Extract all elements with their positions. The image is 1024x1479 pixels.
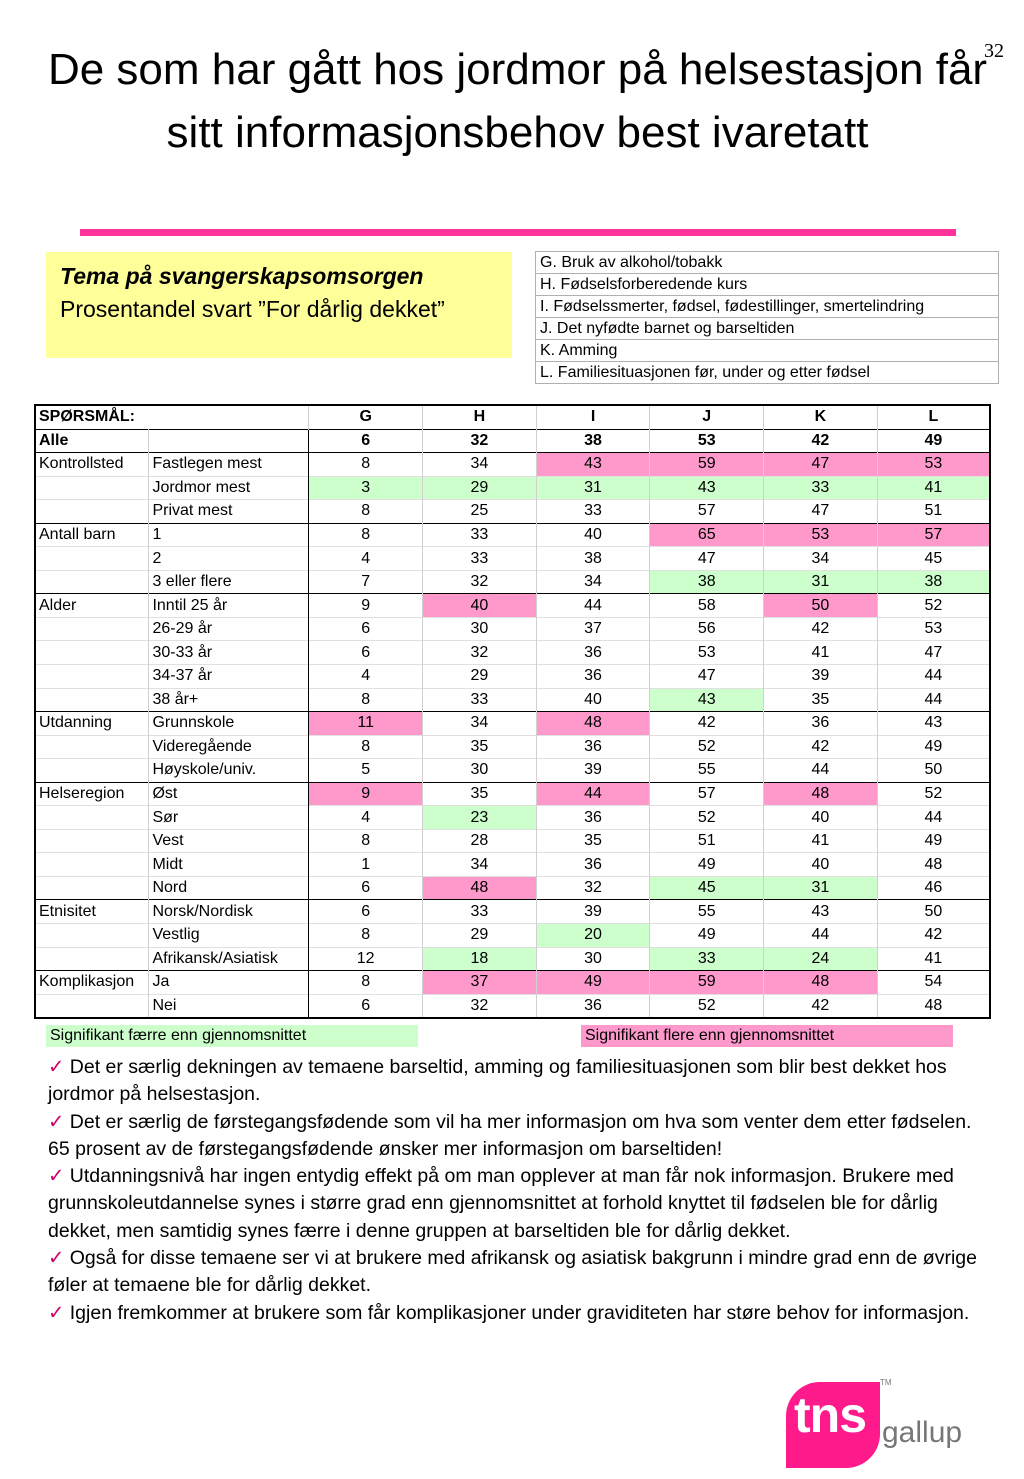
table-row [35, 900, 990, 924]
checkmark-icon: ✓ [48, 1056, 65, 1078]
table-cell: 30 [536, 947, 650, 971]
table-cell: 59 [650, 453, 764, 477]
table-cell: 6 [309, 900, 423, 924]
table-row [35, 735, 990, 759]
table-cell: 51 [650, 829, 764, 853]
table-cell: 49 [877, 735, 990, 759]
page-title: De som har gått hos jordmor på helsestasjon får sitt informasjonsbehov best ivaretatt [47, 45, 988, 157]
table-row [35, 641, 990, 665]
table-cell: 11 [309, 712, 423, 736]
row-group-label: Etnisitet [35, 900, 149, 924]
table-cell: 20 [536, 924, 650, 948]
row-sub-label: Afrikansk/Asiatisk [149, 947, 309, 971]
table-cell: 36 [536, 641, 650, 665]
table-cell: 43 [650, 476, 764, 500]
legend-significantly-more: Signifikant flere enn gjennomsnittet [581, 1025, 953, 1047]
row-group-label: Helseregion [35, 782, 149, 806]
table-row [35, 853, 990, 877]
logo-sub: gallup [882, 1416, 963, 1449]
table-cell: 36 [536, 735, 650, 759]
table-cell: 44 [877, 806, 990, 830]
row-group-label [35, 947, 149, 971]
table-row [35, 476, 990, 500]
row-sub-label: Øst [149, 782, 309, 806]
logo-trademark: TM [880, 1378, 892, 1387]
row-group-label: Alder [35, 594, 149, 618]
table-row [35, 665, 990, 689]
row-sub-label: Sør [149, 806, 309, 830]
table-cell: 54 [877, 971, 990, 995]
table-cell: 32 [423, 429, 537, 453]
table-row [35, 971, 990, 995]
row-group-label [35, 688, 149, 712]
finding-item [48, 1300, 993, 1327]
table-cell: 3 [309, 476, 423, 500]
theme-box [46, 252, 512, 358]
table-cell: 55 [650, 900, 764, 924]
col-header-g: G [309, 405, 423, 429]
table-row [35, 688, 990, 712]
table-row [35, 806, 990, 830]
table-cell: 48 [764, 971, 878, 995]
table-cell: 43 [764, 900, 878, 924]
table-cell: 42 [764, 735, 878, 759]
table-cell: 47 [650, 547, 764, 571]
legend-significantly-fewer: Signifikant færre enn gjennomsnittet [46, 1025, 418, 1047]
row-sub-label: 38 år+ [149, 688, 309, 712]
row-group-label [35, 853, 149, 877]
table-cell: 43 [536, 453, 650, 477]
table-cell: 6 [309, 641, 423, 665]
row-sub-label: Jordmor mest [149, 476, 309, 500]
finding-text: Det er særlig de førstegangsfødende som vil ha mer informasjon om hva som venter dem etter fødselen. 65 prosent av de førstegangsfødende ønsker mer informasjon om barseltiden! [48, 1110, 972, 1160]
row-sub-label: 2 [149, 547, 309, 571]
table-cell: 44 [764, 759, 878, 783]
table-cell: 4 [309, 806, 423, 830]
table-cell: 34 [764, 547, 878, 571]
row-group-label [35, 617, 149, 641]
table-cell: 36 [536, 853, 650, 877]
table-cell: 40 [536, 688, 650, 712]
table-cell: 40 [423, 594, 537, 618]
table-cell: 49 [650, 853, 764, 877]
table-cell: 57 [650, 500, 764, 524]
table-row [35, 924, 990, 948]
table-cell: 55 [650, 759, 764, 783]
table-cell: 31 [764, 876, 878, 900]
table-row [35, 947, 990, 971]
row-sub-label: Nei [149, 994, 309, 1018]
table-cell: 36 [764, 712, 878, 736]
row-sub-label: Vest [149, 829, 309, 853]
finding-text: Utdanningsnivå har ingen entydig effekt på om man opplever at man får nok informasjon. Brukere med grunnskoleutdannelse synes i større grad enn gjennomsnittet at forhold knyttet til fødselen ble for dårlig dekket, men samtidig synes færre i denne gruppen at barseltiden ble for dårlig dekket. [48, 1165, 954, 1242]
table-cell: 24 [764, 947, 878, 971]
table-cell: 50 [877, 900, 990, 924]
title-divider [80, 229, 956, 236]
table-cell: 59 [650, 971, 764, 995]
table-row [35, 994, 990, 1018]
legend-item: J. Det nyfødte barnet og barseltiden [536, 318, 999, 340]
table-cell: 38 [650, 570, 764, 594]
legend-item: H. Fødselsforberedende kurs [536, 274, 999, 296]
table-cell: 35 [764, 688, 878, 712]
row-sub-label: 26-29 år [149, 617, 309, 641]
row-group-label [35, 665, 149, 689]
table-cell: 47 [877, 641, 990, 665]
table-row [35, 594, 990, 618]
table-cell: 6 [309, 994, 423, 1018]
table-cell: 42 [764, 994, 878, 1018]
table-cell: 46 [877, 876, 990, 900]
table-cell: 35 [423, 735, 537, 759]
checkmark-icon: ✓ [48, 1165, 65, 1188]
table-cell: 36 [536, 994, 650, 1018]
table-cell: 48 [877, 994, 990, 1018]
table-cell: 40 [764, 806, 878, 830]
table-cell: 31 [536, 476, 650, 500]
legend-item: L. Familiesituasjonen før, under og etter fødsel [536, 362, 999, 384]
table-cell: 48 [877, 853, 990, 877]
table-cell: 31 [764, 570, 878, 594]
table-cell: 44 [877, 688, 990, 712]
table-cell: 41 [764, 641, 878, 665]
table-cell: 49 [877, 429, 990, 453]
row-sub-label: 1 [149, 523, 309, 547]
table-cell: 38 [536, 547, 650, 571]
table-cell: 30 [423, 759, 537, 783]
table-cell: 53 [877, 453, 990, 477]
row-group-label [35, 876, 149, 900]
question-legend [535, 251, 999, 384]
row-sub-label [149, 429, 309, 453]
table-cell: 53 [764, 523, 878, 547]
row-sub-label: Høyskole/univ. [149, 759, 309, 783]
table-cell: 8 [309, 924, 423, 948]
table-cell: 41 [877, 947, 990, 971]
table-cell: 23 [423, 806, 537, 830]
table-cell: 44 [764, 924, 878, 948]
checkmark-icon: ✓ [48, 1110, 65, 1133]
table-cell: 40 [764, 853, 878, 877]
row-sub-label: Norsk/Nordisk [149, 900, 309, 924]
theme-heading: Tema på svangerskapsomsorgen [60, 263, 424, 289]
table-cell: 42 [764, 429, 878, 453]
table-cell: 5 [309, 759, 423, 783]
table-cell: 8 [309, 500, 423, 524]
table-cell: 4 [309, 547, 423, 571]
table-cell: 41 [764, 829, 878, 853]
table-cell: 6 [309, 429, 423, 453]
row-sub-label: 30-33 år [149, 641, 309, 665]
table-cell: 39 [764, 665, 878, 689]
col-header-h: H [423, 405, 537, 429]
table-cell: 33 [423, 547, 537, 571]
table-row [35, 876, 990, 900]
finding-item [48, 1245, 993, 1300]
table-header-row [35, 405, 990, 429]
table-cell: 6 [309, 617, 423, 641]
table-cell: 37 [536, 617, 650, 641]
table-row [35, 712, 990, 736]
table-cell: 52 [650, 806, 764, 830]
results-table [34, 404, 991, 1019]
table-cell: 28 [423, 829, 537, 853]
row-sub-label: Fastlegen mest [149, 453, 309, 477]
table-row [35, 759, 990, 783]
table-cell: 48 [764, 782, 878, 806]
table-cell: 33 [650, 947, 764, 971]
table-cell: 45 [877, 547, 990, 571]
table-cell: 35 [536, 829, 650, 853]
table-cell: 48 [536, 712, 650, 736]
table-cell: 58 [650, 594, 764, 618]
table-cell: 12 [309, 947, 423, 971]
table-cell: 53 [877, 617, 990, 641]
table-cell: 29 [423, 665, 537, 689]
col-header-l: L [877, 405, 990, 429]
table-cell: 50 [764, 594, 878, 618]
row-group-label: Antall barn [35, 523, 149, 547]
table-cell: 33 [423, 900, 537, 924]
table-cell: 7 [309, 570, 423, 594]
finding-item [48, 1054, 993, 1109]
table-row [35, 523, 990, 547]
table-cell: 39 [536, 900, 650, 924]
table-cell: 52 [650, 994, 764, 1018]
table-cell: 8 [309, 735, 423, 759]
row-sub-label: Inntil 25 år [149, 594, 309, 618]
table-cell: 35 [423, 782, 537, 806]
legend-item: I. Fødselssmerter, fødsel, fødestillinger, smertelindring [536, 296, 999, 318]
table-cell: 34 [423, 853, 537, 877]
table-row [35, 547, 990, 571]
table-cell: 43 [650, 688, 764, 712]
logo-brand: tns [794, 1387, 866, 1443]
table-cell: 65 [650, 523, 764, 547]
table-cell: 36 [536, 665, 650, 689]
findings-list [48, 1054, 993, 1327]
table-cell: 41 [877, 476, 990, 500]
table-cell: 4 [309, 665, 423, 689]
table-cell: 44 [536, 594, 650, 618]
table-cell: 42 [877, 924, 990, 948]
finding-item [48, 1163, 993, 1245]
table-cell: 39 [536, 759, 650, 783]
table-cell: 33 [764, 476, 878, 500]
table-cell: 29 [423, 476, 537, 500]
table-cell: 52 [877, 782, 990, 806]
table-row [35, 500, 990, 524]
table-cell: 52 [650, 735, 764, 759]
row-group-label [35, 735, 149, 759]
table-cell: 50 [877, 759, 990, 783]
row-group-label: Alle [35, 429, 149, 453]
table-cell: 57 [877, 523, 990, 547]
header-label: SPØRSMÅL: [35, 405, 309, 429]
row-sub-label: Grunnskole [149, 712, 309, 736]
table-row [35, 453, 990, 477]
table-cell: 8 [309, 829, 423, 853]
row-group-label [35, 547, 149, 571]
table-cell: 43 [877, 712, 990, 736]
table-row [35, 829, 990, 853]
row-group-label [35, 570, 149, 594]
finding-item [48, 1109, 993, 1164]
table-cell: 30 [423, 617, 537, 641]
table-cell: 56 [650, 617, 764, 641]
table-cell: 42 [650, 712, 764, 736]
table-cell: 40 [536, 523, 650, 547]
row-group-label [35, 994, 149, 1018]
row-group-label [35, 759, 149, 783]
table-cell: 47 [650, 665, 764, 689]
table-cell: 44 [536, 782, 650, 806]
table-cell: 36 [536, 806, 650, 830]
table-cell: 32 [423, 994, 537, 1018]
table-cell: 32 [536, 876, 650, 900]
table-cell: 49 [650, 924, 764, 948]
table-cell: 48 [423, 876, 537, 900]
row-group-label: Komplikasjon [35, 971, 149, 995]
table-row [35, 782, 990, 806]
table-cell: 47 [764, 500, 878, 524]
table-row [35, 570, 990, 594]
finding-text: Også for disse temaene ser vi at brukere med afrikansk og asiatisk bakgrunn i mindre grad enn de øvrige føler at temaene ble for dårlig dekket. [48, 1247, 977, 1297]
tns-gallup-logo [786, 1378, 964, 1468]
table-cell: 25 [423, 500, 537, 524]
table-cell: 8 [309, 453, 423, 477]
table-cell: 29 [423, 924, 537, 948]
table-cell: 32 [423, 570, 537, 594]
table-cell: 52 [877, 594, 990, 618]
table-cell: 32 [423, 641, 537, 665]
legend-item: G. Bruk av alkohol/tobakk [536, 252, 999, 274]
row-group-label [35, 806, 149, 830]
table-cell: 47 [764, 453, 878, 477]
col-header-k: K [764, 405, 878, 429]
row-sub-label: Ja [149, 971, 309, 995]
table-cell: 18 [423, 947, 537, 971]
row-group-label [35, 641, 149, 665]
row-group-label [35, 500, 149, 524]
row-sub-label: 3 eller flere [149, 570, 309, 594]
col-header-j: J [650, 405, 764, 429]
row-sub-label: Midt [149, 853, 309, 877]
table-cell: 53 [650, 641, 764, 665]
row-sub-label: Nord [149, 876, 309, 900]
table-row-all [35, 429, 990, 453]
table-row [35, 617, 990, 641]
row-group-label [35, 829, 149, 853]
checkmark-icon: ✓ [48, 1247, 65, 1270]
table-cell: 6 [309, 876, 423, 900]
col-header-i: I [536, 405, 650, 429]
table-cell: 57 [650, 782, 764, 806]
checkmark-icon: ✓ [48, 1301, 65, 1324]
page-number: 32 [984, 40, 1004, 62]
table-cell: 49 [877, 829, 990, 853]
table-cell: 9 [309, 594, 423, 618]
table-cell: 33 [423, 688, 537, 712]
table-cell: 9 [309, 782, 423, 806]
table-cell: 51 [877, 500, 990, 524]
table-cell: 42 [764, 617, 878, 641]
row-group-label: Kontrollsted [35, 453, 149, 477]
row-sub-label: 34-37 år [149, 665, 309, 689]
table-cell: 8 [309, 971, 423, 995]
table-cell: 49 [536, 971, 650, 995]
finding-text: Igjen fremkommer at brukere som får komplikasjoner under graviditeten har støre behov for informasjon. [69, 1301, 970, 1324]
table-cell: 8 [309, 523, 423, 547]
table-cell: 34 [423, 453, 537, 477]
table-cell: 53 [650, 429, 764, 453]
legend-item: K. Amming [536, 340, 999, 362]
row-group-label [35, 476, 149, 500]
finding-text: Det er særlig dekningen av temaene barseltid, amming og familiesituasjonen som blir best dekket hos jordmor på helsestasjon. [48, 1056, 947, 1106]
row-group-label: Utdanning [35, 712, 149, 736]
table-cell: 34 [423, 712, 537, 736]
table-cell: 33 [423, 523, 537, 547]
theme-description: Prosentandel svart ”For dårlig dekket” [60, 296, 445, 322]
table-cell: 1 [309, 853, 423, 877]
table-cell: 34 [536, 570, 650, 594]
table-cell: 37 [423, 971, 537, 995]
table-cell: 8 [309, 688, 423, 712]
row-sub-label: Privat mest [149, 500, 309, 524]
row-sub-label: Vestlig [149, 924, 309, 948]
table-cell: 38 [536, 429, 650, 453]
row-sub-label: Videregående [149, 735, 309, 759]
table-cell: 44 [877, 665, 990, 689]
row-group-label [35, 924, 149, 948]
table-cell: 38 [877, 570, 990, 594]
table-cell: 33 [536, 500, 650, 524]
table-cell: 45 [650, 876, 764, 900]
